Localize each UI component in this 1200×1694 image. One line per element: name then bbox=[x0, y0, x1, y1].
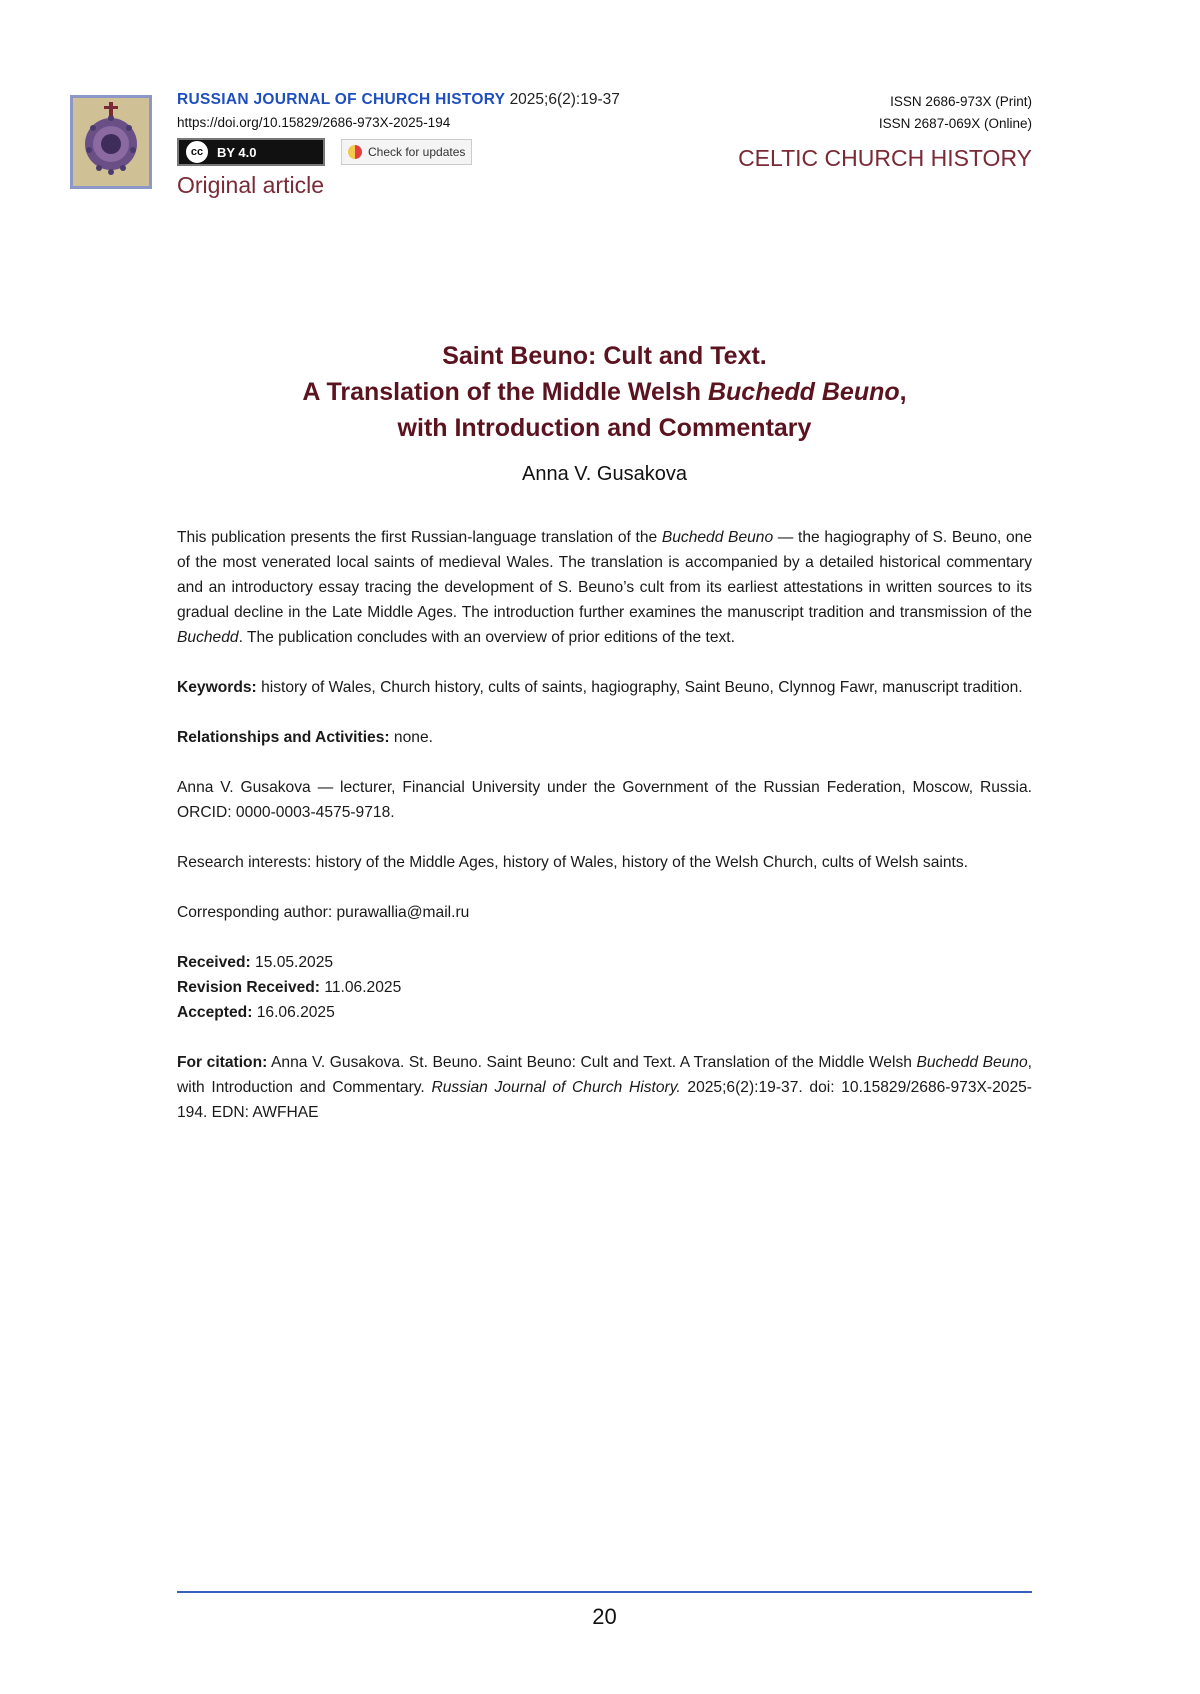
abstract-text-1: This publication presents the first Russian-language translation of the bbox=[177, 529, 662, 546]
citation-text-1: Anna V. Gusakova. St. Beuno. Saint Beuno: Cult and Text. A Translation of the Middle Welsh bbox=[267, 1054, 917, 1071]
revision-value: 11.06.2025 bbox=[320, 979, 402, 996]
citation-text-2: , with Introduction and Commentary. bbox=[177, 1054, 1033, 1096]
doi-link[interactable]: https://doi.org/10.15829/2686-973X-2025-194 bbox=[177, 115, 451, 130]
section-title: CELTIC CHURCH HISTORY bbox=[738, 145, 1032, 171]
received-value: 15.05.2025 bbox=[250, 954, 334, 971]
journal-issue: 2025;6(2):19-37 bbox=[509, 91, 620, 108]
keywords-label: Keywords: bbox=[177, 679, 257, 696]
received-label: Received: bbox=[177, 954, 251, 971]
title-italic: Buchedd Beuno bbox=[707, 378, 900, 406]
abstract-text-2: — the hagiography of S. Beuno, one of the most venerated local saints of medieval Wales. The translation is accompanied by a detailed historical commentary and an introductory essay tracing the development of S. Beuno’s cult from its earliest attestations in written sources to its gradual decline in the Late Middle Ages. The introduction further examines the manuscript tradition and transmission of the bbox=[177, 529, 1032, 621]
relationships-text: none. bbox=[389, 729, 433, 746]
article-body bbox=[177, 525, 1032, 1150]
header-right bbox=[738, 91, 1032, 172]
relationships bbox=[177, 725, 1032, 750]
page-number: 20 bbox=[592, 1604, 617, 1629]
cc-license-badge[interactable] bbox=[177, 138, 325, 166]
check-updates-label: Check for updates bbox=[368, 145, 466, 159]
title-line-1: Saint Beuno: Cult and Text. bbox=[442, 342, 767, 370]
journal-line bbox=[177, 91, 620, 109]
citation-text-3: 2025;6(2):19-37. doi: 10.15829/2686-973X-2025-194. EDN: AWFHAE bbox=[177, 1079, 1032, 1121]
license-label: BY 4.0 bbox=[217, 144, 257, 160]
research-interests: Research interests: history of the Middle Ages, history of Wales, history of the Welsh Church, cults of Welsh saints. bbox=[177, 854, 968, 871]
check-updates-icon bbox=[348, 145, 362, 159]
received-date bbox=[177, 950, 1032, 975]
abstract bbox=[177, 525, 1032, 650]
header-left bbox=[177, 91, 620, 199]
title-line-2 bbox=[177, 374, 1032, 410]
article-type: Original article bbox=[177, 172, 324, 198]
keywords bbox=[177, 675, 1032, 700]
accepted-date bbox=[177, 1000, 1032, 1025]
abstract-text-3: . The publication concludes with an overview of prior editions of the text. bbox=[238, 629, 735, 646]
abstract-italic-2: Buchedd bbox=[177, 629, 239, 646]
accepted-value: 16.06.2025 bbox=[252, 1004, 335, 1021]
citation-journal: Russian Journal of Church History. bbox=[431, 1079, 681, 1096]
journal-logo bbox=[70, 95, 152, 189]
journal-name: RUSSIAN JOURNAL OF CHURCH HISTORY bbox=[177, 91, 506, 108]
revision-label: Revision Received: bbox=[177, 979, 321, 996]
journal-emblem-icon bbox=[73, 98, 149, 186]
title-line-3: with Introduction and Commentary bbox=[397, 414, 812, 442]
author-info: Anna V. Gusakova — lecturer, Financial University under the Government of the Russian Federation, Moscow, Russia. ORCID: 0000-0003-4575-9718. bbox=[177, 779, 1032, 821]
title-line-2-text: A Translation of the Middle Welsh bbox=[302, 378, 708, 406]
relationships-label: Relationships and Activities: bbox=[177, 729, 390, 746]
citation-italic-1: Buchedd Beuno bbox=[916, 1054, 1028, 1071]
citation bbox=[177, 1050, 1032, 1125]
spacer bbox=[177, 1025, 1032, 1050]
corresponding-author: Corresponding author: purawallia@mail.ru bbox=[177, 904, 470, 921]
keywords-text: history of Wales, Church history, cults of saints, hagiography, Saint Beuno, Clynnog Fawr, manuscript tradition. bbox=[256, 679, 1023, 696]
footer-rule bbox=[177, 1591, 1032, 1593]
accepted-label: Accepted: bbox=[177, 1004, 253, 1021]
issn-print: ISSN 2686-973X (Print) bbox=[890, 94, 1032, 109]
title-comma: , bbox=[899, 378, 907, 406]
author-name: Anna V. Gusakova bbox=[522, 463, 687, 485]
issn-online: ISSN 2687-069X (Online) bbox=[878, 116, 1032, 131]
check-for-updates-button[interactable] bbox=[341, 139, 472, 165]
abstract-italic-1: Buchedd Beuno bbox=[661, 529, 774, 546]
cc-icon: cc bbox=[185, 140, 209, 164]
badges bbox=[177, 138, 620, 166]
article-title bbox=[177, 338, 1032, 446]
citation-label: For citation: bbox=[177, 1054, 268, 1071]
revision-date bbox=[177, 975, 1032, 1000]
